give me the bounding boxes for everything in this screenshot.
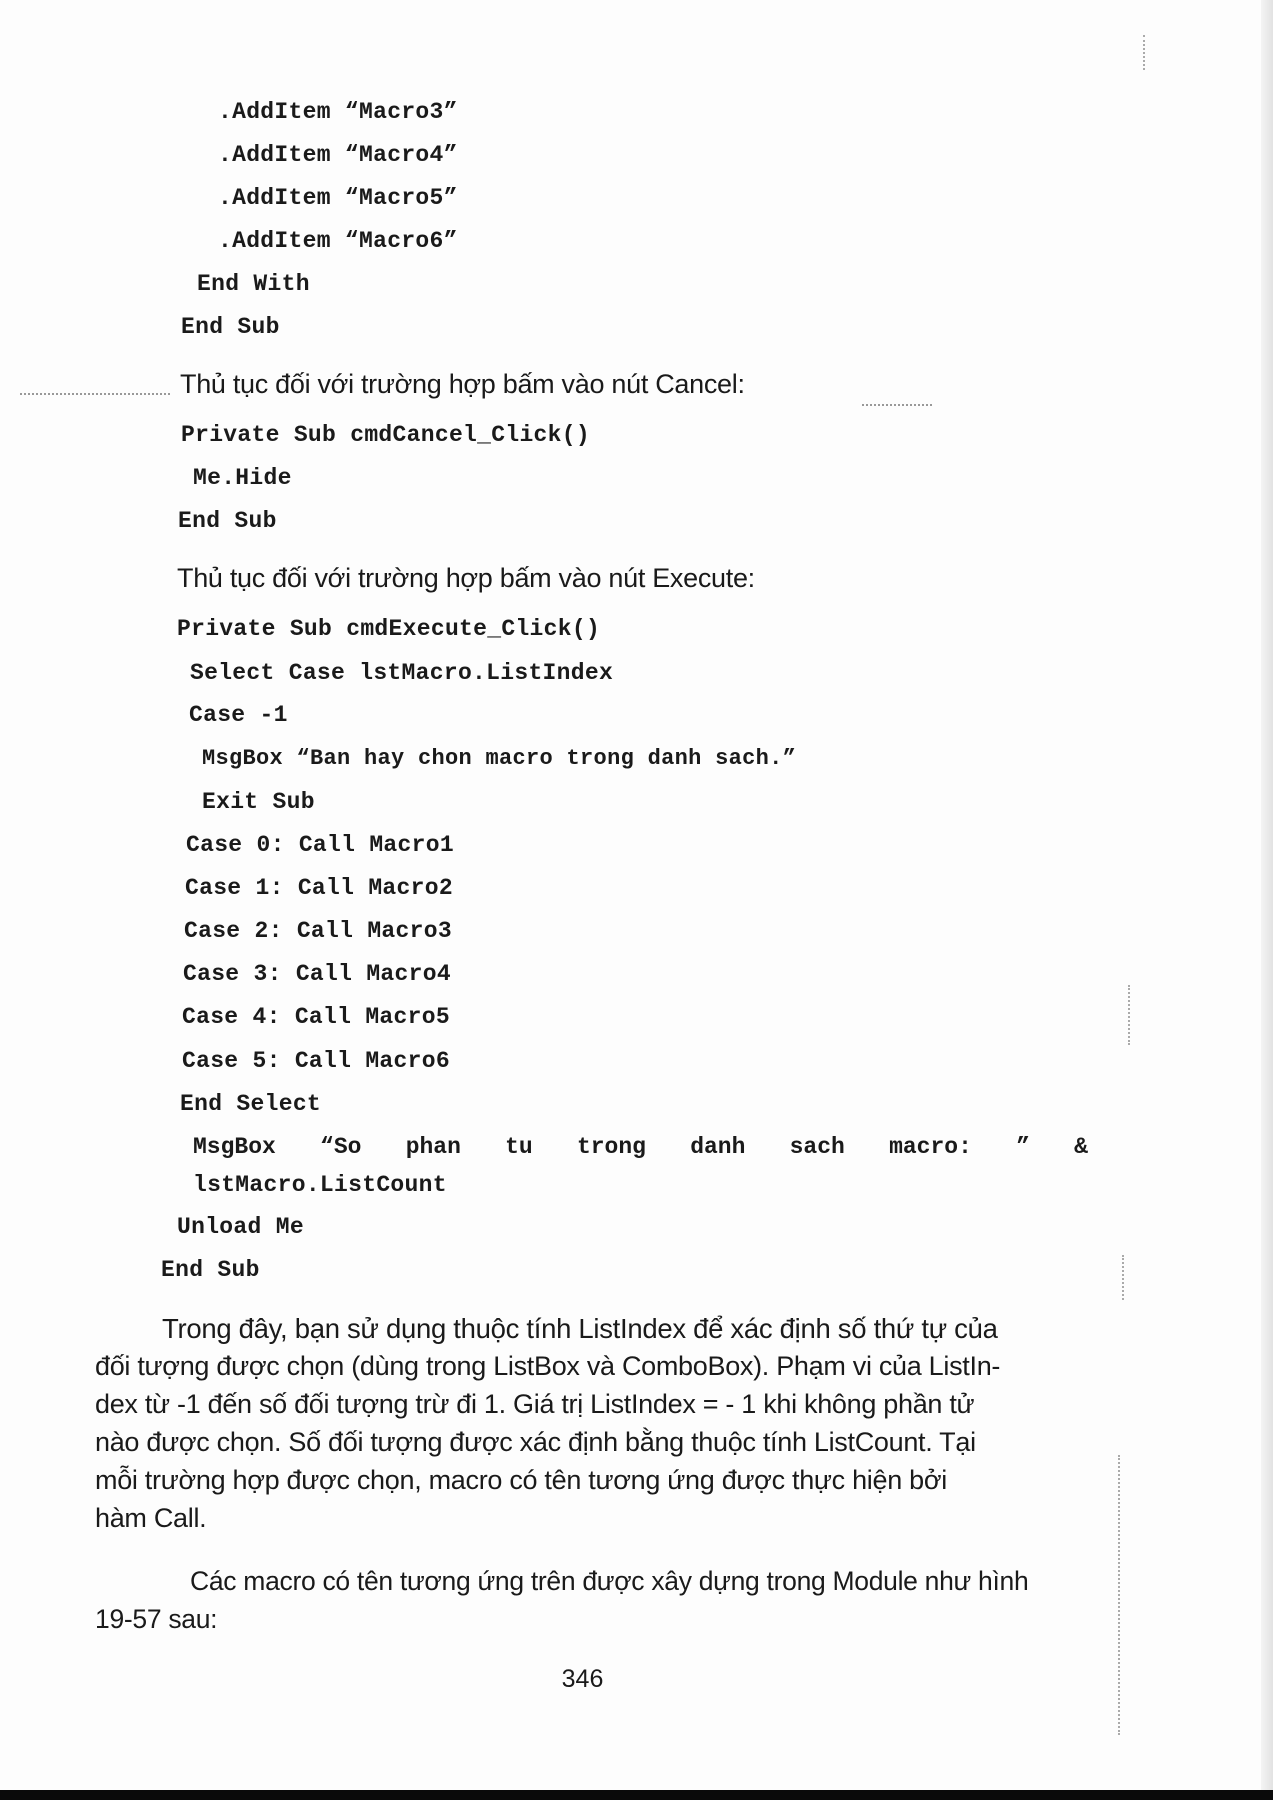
paragraph-line: nào được chọn. Số đối tượng được xác định bằng thuộc tính ListCount. Tại	[95, 1427, 976, 1457]
msgbox-word: MsgBox	[193, 1134, 276, 1160]
code-line: Case 2: Call Macro3	[184, 918, 452, 944]
scan-dots-margin-1	[1128, 985, 1130, 1045]
code-line: Unload Me	[177, 1214, 304, 1240]
msgbox-word: macro:	[889, 1134, 972, 1160]
msgbox-word: danh	[690, 1134, 746, 1160]
code-line: .AddItem “Macro3”	[218, 99, 458, 125]
scan-dots-right	[862, 404, 932, 406]
code-line: Case 4: Call Macro5	[182, 1004, 450, 1030]
code-line: End Sub	[161, 1257, 260, 1283]
code-line: Case 1: Call Macro2	[185, 875, 453, 901]
msgbox-word: tu	[505, 1134, 533, 1160]
scan-dots-left	[20, 393, 170, 395]
page-number: 346	[561, 1665, 604, 1693]
scan-dots-margin-2	[1122, 1255, 1124, 1300]
msgbox-word: &	[1074, 1134, 1088, 1160]
msgbox-word: “So	[320, 1134, 362, 1160]
msgbox-word: phan	[405, 1134, 461, 1160]
code-line: lstMacro.ListCount	[193, 1172, 447, 1198]
paragraph-line: Các macro có tên tương ứng trên được xây dựng trong Module như hình	[190, 1566, 1029, 1596]
code-line: Case -1	[189, 702, 288, 728]
msgbox-word: trong	[576, 1134, 646, 1160]
paragraph-line: dex từ -1 đến số đối tượng trừ đi 1. Giá trị ListIndex = - 1 khi không phần tử	[95, 1389, 975, 1419]
code-line: MsgBox “Ban hay chon macro trong danh sach.”	[202, 746, 797, 771]
code-line: Case 0: Call Macro1	[186, 832, 454, 858]
paragraph-line: 19-57 sau:	[95, 1604, 218, 1634]
code-line: .AddItem “Macro4”	[218, 142, 458, 168]
code-line: Exit Sub	[202, 789, 315, 815]
code-line: End Sub	[178, 508, 277, 534]
msgbox-count-line	[193, 1134, 1088, 1160]
msgbox-word: ”	[1016, 1134, 1030, 1160]
code-line: Private Sub cmdCancel_Click()	[181, 422, 590, 448]
code-line: End Sub	[181, 314, 280, 340]
code-line: Me.Hide	[193, 465, 292, 491]
scan-bottom-border	[0, 1790, 1273, 1800]
paragraph-line: hàm Call.	[95, 1503, 207, 1533]
code-line: Case 5: Call Macro6	[182, 1048, 450, 1074]
section-heading-cancel: Thủ tục đối với trường hợp bấm vào nút Cancel:	[180, 369, 745, 399]
msgbox-word: sach	[789, 1134, 845, 1160]
page-edge-shadow	[1261, 0, 1273, 1800]
code-line: End With	[197, 271, 310, 297]
paragraph-line: mỗi trường hợp được chọn, macro có tên tương ứng được thực hiện bởi	[95, 1465, 947, 1495]
paragraph-line: Trong đây, bạn sử dụng thuộc tính ListIndex để xác định số thứ tự của	[162, 1313, 998, 1344]
section-heading-execute: Thủ tục đối với trường hợp bấm vào nút Execute:	[177, 563, 755, 593]
code-line: Case 3: Call Macro4	[183, 961, 451, 987]
code-line: .AddItem “Macro5”	[218, 185, 458, 211]
code-line: .AddItem “Macro6”	[218, 228, 458, 254]
paragraph-line: đối tượng được chọn (dùng trong ListBox và ComboBox). Phạm vi của ListIn-	[95, 1351, 1001, 1381]
scan-dots-top-right	[1143, 35, 1145, 70]
code-line: Private Sub cmdExecute_Click()	[177, 616, 601, 642]
code-line: Select Case lstMacro.ListIndex	[190, 660, 614, 686]
code-line: End Select	[180, 1091, 322, 1117]
